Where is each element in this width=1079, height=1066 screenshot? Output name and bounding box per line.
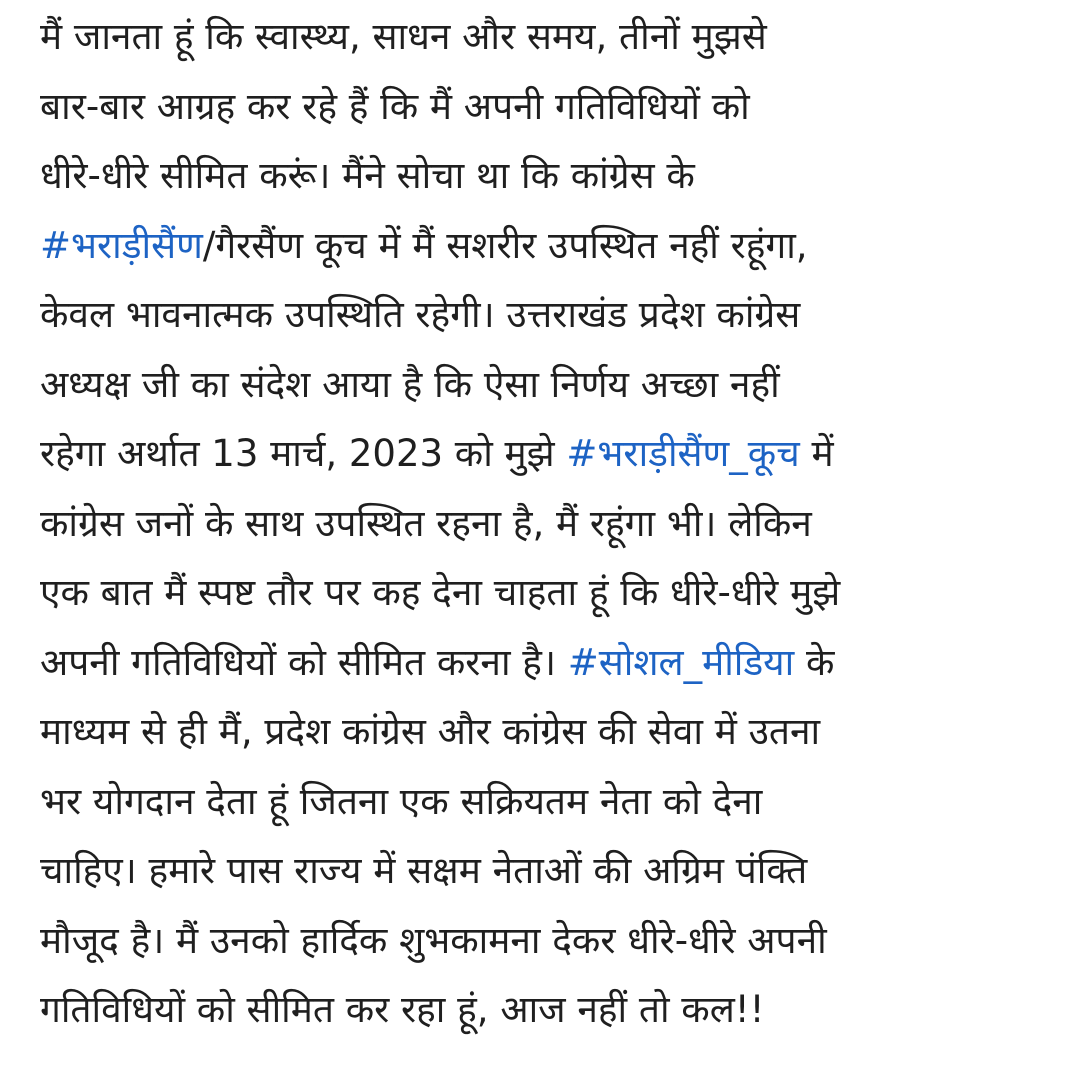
text-line (40, 211, 1049, 281)
hashtag-link[interactable]: #भराड़ीसैंण_कूच (566, 432, 800, 475)
hashtag-link[interactable]: #सोशल_मीडिया (567, 640, 795, 684)
text-line (40, 2, 1049, 72)
text-line (40, 72, 1049, 142)
text-segment: कांग्रेस जनों के साथ उपस्थित रहना है, मैं रहूंगा भी। लेकिन (40, 501, 812, 545)
text-segment: एक बात मैं स्पष्ट तौर पर कह देना चाहता हूं कि धीरे-धीरे मुझे (40, 571, 841, 614)
text-line (40, 906, 1049, 976)
text-line (40, 836, 1049, 906)
text-segment: केवल भावनात्मक उपस्थिति रहेगी। उत्तराखंड प्रदेश कांग्रेस (40, 293, 801, 336)
text-line (40, 697, 1049, 767)
text-line (40, 628, 1049, 698)
text-segment: चाहिए। हमारे पास राज्य में सक्षम नेताओं की अग्रिम पंक्ति (40, 849, 808, 892)
text-segment: बार-बार आग्रह कर रहे हैं कि मैं अपनी गतिविधियों को (40, 84, 750, 128)
text-line (40, 280, 1049, 350)
text-line (40, 489, 1049, 559)
text-segment: अध्यक्ष जी का संदेश आया है कि ऐसा निर्णय अच्छा नहीं (40, 362, 780, 406)
text-segment: धीरे-धीरे सीमित करूं। मैंने सोचा था कि कांग्रेस के (40, 154, 695, 197)
text-segment: अपनी गतिविधियों को सीमित करना है। (40, 640, 568, 684)
text-segment: माध्यम से ही मैं, प्रदेश कांग्रेस और कांग्रेस की सेवा में उतना (40, 710, 821, 753)
text-line (40, 975, 1049, 1045)
text-segment: गतिविधियों को सीमित कर रहा हूं, आज नहीं तो कल!! (40, 988, 765, 1031)
text-segment: में (799, 432, 834, 475)
text-line (40, 350, 1049, 420)
text-line (40, 767, 1049, 837)
hashtag-link[interactable]: #भराड़ीसैंण (40, 223, 203, 267)
text-line (40, 141, 1049, 211)
text-segment: मैं जानता हूं कि स्वास्थ्य, साधन और समय, तीनों मुझसे (40, 15, 767, 58)
text-segment: मौजूद है। मैं उनको हार्दिक शुभकामना देकर धीरे-धीरे अपनी (40, 918, 827, 962)
text-line (40, 558, 1049, 628)
text-segment: के (794, 640, 835, 684)
text-segment: रहेगा अर्थात 13 मार्च, 2023 को मुझे (40, 432, 567, 475)
text-segment: /गैरसैंण कूच में मैं सशरीर उपस्थित नहीं रहूंगा, (202, 223, 808, 267)
text-line (40, 419, 1049, 489)
text-segment: भर योगदान देता हूं जितना एक सक्रियतम नेता को देना (40, 779, 763, 823)
